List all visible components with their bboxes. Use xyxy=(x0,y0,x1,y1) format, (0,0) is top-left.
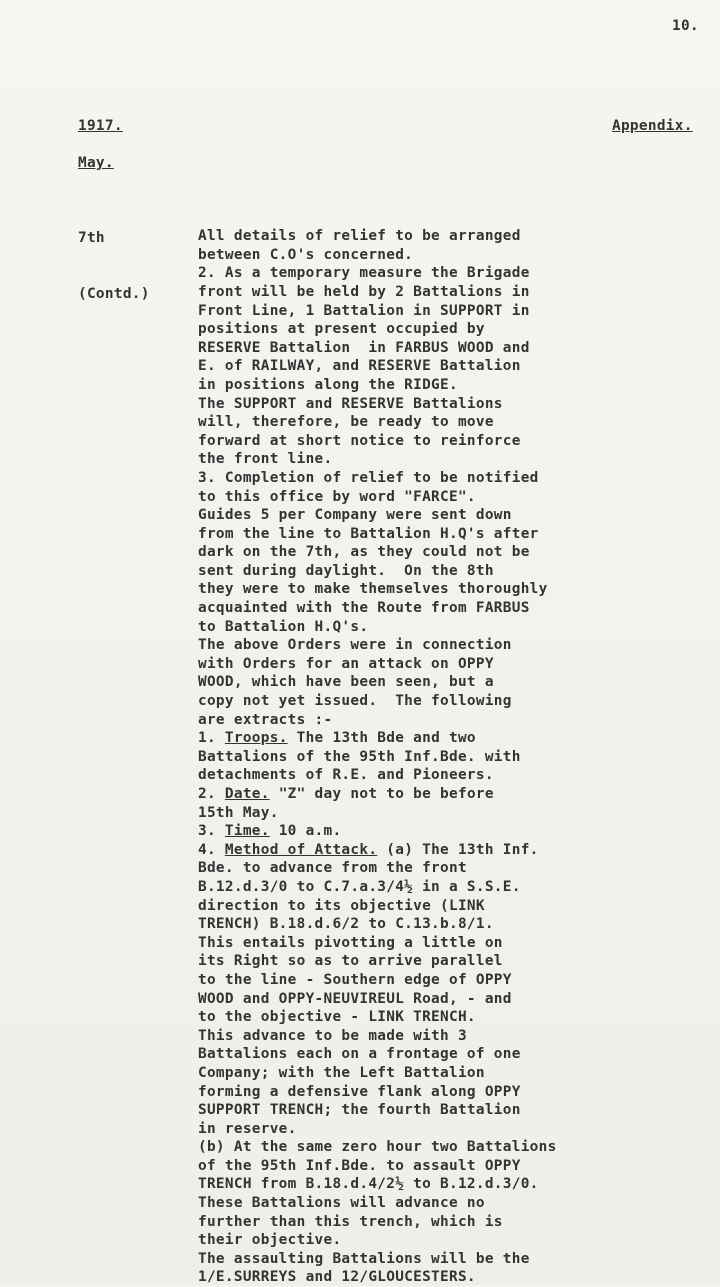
text-line xyxy=(198,469,718,488)
date-column xyxy=(78,192,150,341)
line-text: front will be held by 2 Battalions in xyxy=(198,283,530,300)
line-text: they were to make themselves thoroughly xyxy=(198,581,548,598)
line-text: sent during daylight. On the 8th xyxy=(198,562,494,579)
page-number: 10. xyxy=(672,18,699,34)
date-day: 7th xyxy=(78,230,105,247)
entry-text xyxy=(198,190,718,1287)
line-text: This advance to be made with 3 xyxy=(198,1027,467,1044)
line-text: Battalions each on a frontage of one xyxy=(198,1046,521,1063)
year-heading: 1917. xyxy=(78,118,123,134)
text-line xyxy=(198,1250,718,1269)
text-line xyxy=(198,580,718,599)
section-heading: Troops. xyxy=(224,730,288,747)
line-text: 10 a.m. xyxy=(269,823,342,840)
text-line xyxy=(198,785,718,804)
text-line xyxy=(198,1157,718,1176)
text-line xyxy=(198,525,718,544)
text-line xyxy=(198,376,718,395)
line-text: in positions along the RIDGE. xyxy=(198,376,458,393)
section-number: 2. xyxy=(198,786,225,802)
line-text: positions at present occupied by xyxy=(198,321,485,338)
line-text: The assaulting Battalions will be the xyxy=(198,1250,530,1267)
text-line xyxy=(198,804,718,823)
text-line xyxy=(198,1138,718,1157)
section-number: 3. xyxy=(198,823,225,840)
text-line xyxy=(198,227,718,246)
text-line xyxy=(198,1027,718,1046)
text-line xyxy=(198,692,718,711)
line-text: copy not yet issued. The following xyxy=(198,693,512,710)
text-line xyxy=(198,1045,718,1064)
line-text: WOOD and OPPY-NEUVIREUL Road, - and xyxy=(198,990,512,1007)
line-text: to Battalion H.Q's. xyxy=(198,618,369,635)
line-text: Bde. to advance from the front xyxy=(198,860,467,877)
line-text: The 13th Bde and two xyxy=(287,730,476,747)
line-text: (b) At the same zero hour two Battalions xyxy=(198,1139,557,1156)
text-line xyxy=(198,1064,718,1083)
line-text: Guides 5 per Company were sent down xyxy=(198,507,512,524)
line-text: forward at short notice to reinforce xyxy=(198,432,521,449)
text-line xyxy=(198,432,718,451)
line-text: direction to its objective (LINK xyxy=(198,897,485,914)
line-text: SUPPORT TRENCH; the fourth Battalion xyxy=(198,1102,521,1119)
line-text: (a) The 13th Inf. xyxy=(377,841,539,858)
line-text: RESERVE Battalion in FARBUS WOOD and xyxy=(198,339,530,356)
line-text: All details of relief to be arranged xyxy=(198,228,521,245)
text-line xyxy=(198,1213,718,1232)
text-line xyxy=(198,971,718,990)
line-text: their objective. xyxy=(198,1232,342,1249)
text-line xyxy=(198,543,718,562)
text-line xyxy=(198,766,718,785)
text-line xyxy=(198,618,718,637)
line-text: 15th May. xyxy=(198,804,279,821)
line-text: to this office by word "FARCE". xyxy=(198,488,476,505)
line-text: TRENCH from B.18.d.4/2½ to B.12.d.3/0. xyxy=(198,1176,539,1193)
line-text: TRENCH) B.18.d.6/2 to C.13.b.8/1. xyxy=(198,916,494,933)
text-line xyxy=(198,506,718,525)
line-text: the front line. xyxy=(198,451,333,468)
section-heading: Time. xyxy=(224,823,270,840)
text-line xyxy=(198,673,718,692)
text-line xyxy=(198,1194,718,1213)
section-number: 1. xyxy=(198,730,225,747)
month-heading: May. xyxy=(78,155,114,171)
line-text: B.12.d.3/0 to C.7.a.3/4½ in a S.S.E. xyxy=(198,878,521,895)
text-line xyxy=(198,878,718,897)
text-line xyxy=(198,729,718,748)
line-text: Battalions of the 95th Inf.Bde. with xyxy=(198,748,521,765)
text-line xyxy=(198,915,718,934)
text-line xyxy=(198,450,718,469)
line-text: 3. Completion of relief to be notified xyxy=(198,469,539,486)
text-line xyxy=(198,897,718,916)
line-text: will, therefore, be ready to move xyxy=(198,414,494,431)
line-text: The SUPPORT and RESERVE Battalions xyxy=(198,395,503,412)
text-line xyxy=(198,1120,718,1139)
line-text: forming a defensive flank along OPPY xyxy=(198,1083,521,1100)
text-line xyxy=(198,413,718,432)
line-text: This entails pivotting a little on xyxy=(198,934,503,951)
line-text: with Orders for an attack on OPPY xyxy=(198,655,494,672)
text-line xyxy=(198,711,718,730)
text-line xyxy=(198,283,718,302)
text-line xyxy=(198,1101,718,1120)
text-line xyxy=(198,1008,718,1027)
line-text: 2. As a temporary measure the Brigade xyxy=(198,265,530,282)
appendix-heading: Appendix. xyxy=(612,118,693,134)
text-line xyxy=(198,264,718,283)
text-line xyxy=(198,1083,718,1102)
section-heading: Date. xyxy=(224,786,270,802)
text-line xyxy=(198,655,718,674)
text-line xyxy=(198,562,718,581)
line-text: in reserve. xyxy=(198,1120,297,1137)
text-line xyxy=(198,339,718,358)
line-text: to the line - Southern edge of OPPY xyxy=(198,971,512,988)
line-text: E. of RAILWAY, and RESERVE Battalion xyxy=(198,358,521,375)
line-text: further than this trench, which is xyxy=(198,1213,503,1230)
line-text: between C.O's concerned. xyxy=(198,246,414,263)
text-line xyxy=(198,859,718,878)
text-line xyxy=(198,934,718,953)
section-number: 4. xyxy=(198,841,225,858)
line-text: detachments of R.E. and Pioneers. xyxy=(198,767,494,784)
line-text: The above Orders were in connection xyxy=(198,637,512,654)
text-line xyxy=(198,488,718,507)
line-text: dark on the 7th, as they could not be xyxy=(198,544,530,561)
line-text: of the 95th Inf.Bde. to assault OPPY xyxy=(198,1157,521,1174)
line-text: Front Line, 1 Battalion in SUPPORT in xyxy=(198,302,530,319)
text-line xyxy=(198,841,718,860)
line-text: WOOD, which have been seen, but a xyxy=(198,674,494,691)
line-text: "Z" day not to be before xyxy=(269,786,494,802)
text-line xyxy=(198,748,718,767)
line-text: acquainted with the Route from FARBUS xyxy=(198,600,530,617)
line-text: Company; with the Left Battalion xyxy=(198,1064,485,1081)
text-line xyxy=(198,395,718,414)
text-line xyxy=(198,990,718,1009)
date-contd: (Contd.) xyxy=(78,285,150,302)
text-line xyxy=(198,599,718,618)
section-heading: Method of Attack. xyxy=(224,841,378,858)
text-line xyxy=(198,636,718,655)
line-text: to the objective - LINK TRENCH. xyxy=(198,1009,476,1026)
line-text: its Right so as to arrive parallel xyxy=(198,953,503,970)
text-line xyxy=(198,320,718,339)
text-line xyxy=(198,1268,718,1287)
text-line xyxy=(198,952,718,971)
line-text: are extracts :- xyxy=(198,711,333,728)
text-line xyxy=(198,1231,718,1250)
text-line xyxy=(198,822,718,841)
line-text: 1/E.SURREYS and 12/GLOUCESTERS. xyxy=(198,1269,476,1286)
text-line xyxy=(198,1175,718,1194)
text-line xyxy=(198,302,718,321)
text-line xyxy=(198,246,718,265)
line-text: These Battalions will advance no xyxy=(198,1195,485,1212)
line-text: from the line to Battalion H.Q's after xyxy=(198,525,539,542)
text-line xyxy=(198,357,718,376)
